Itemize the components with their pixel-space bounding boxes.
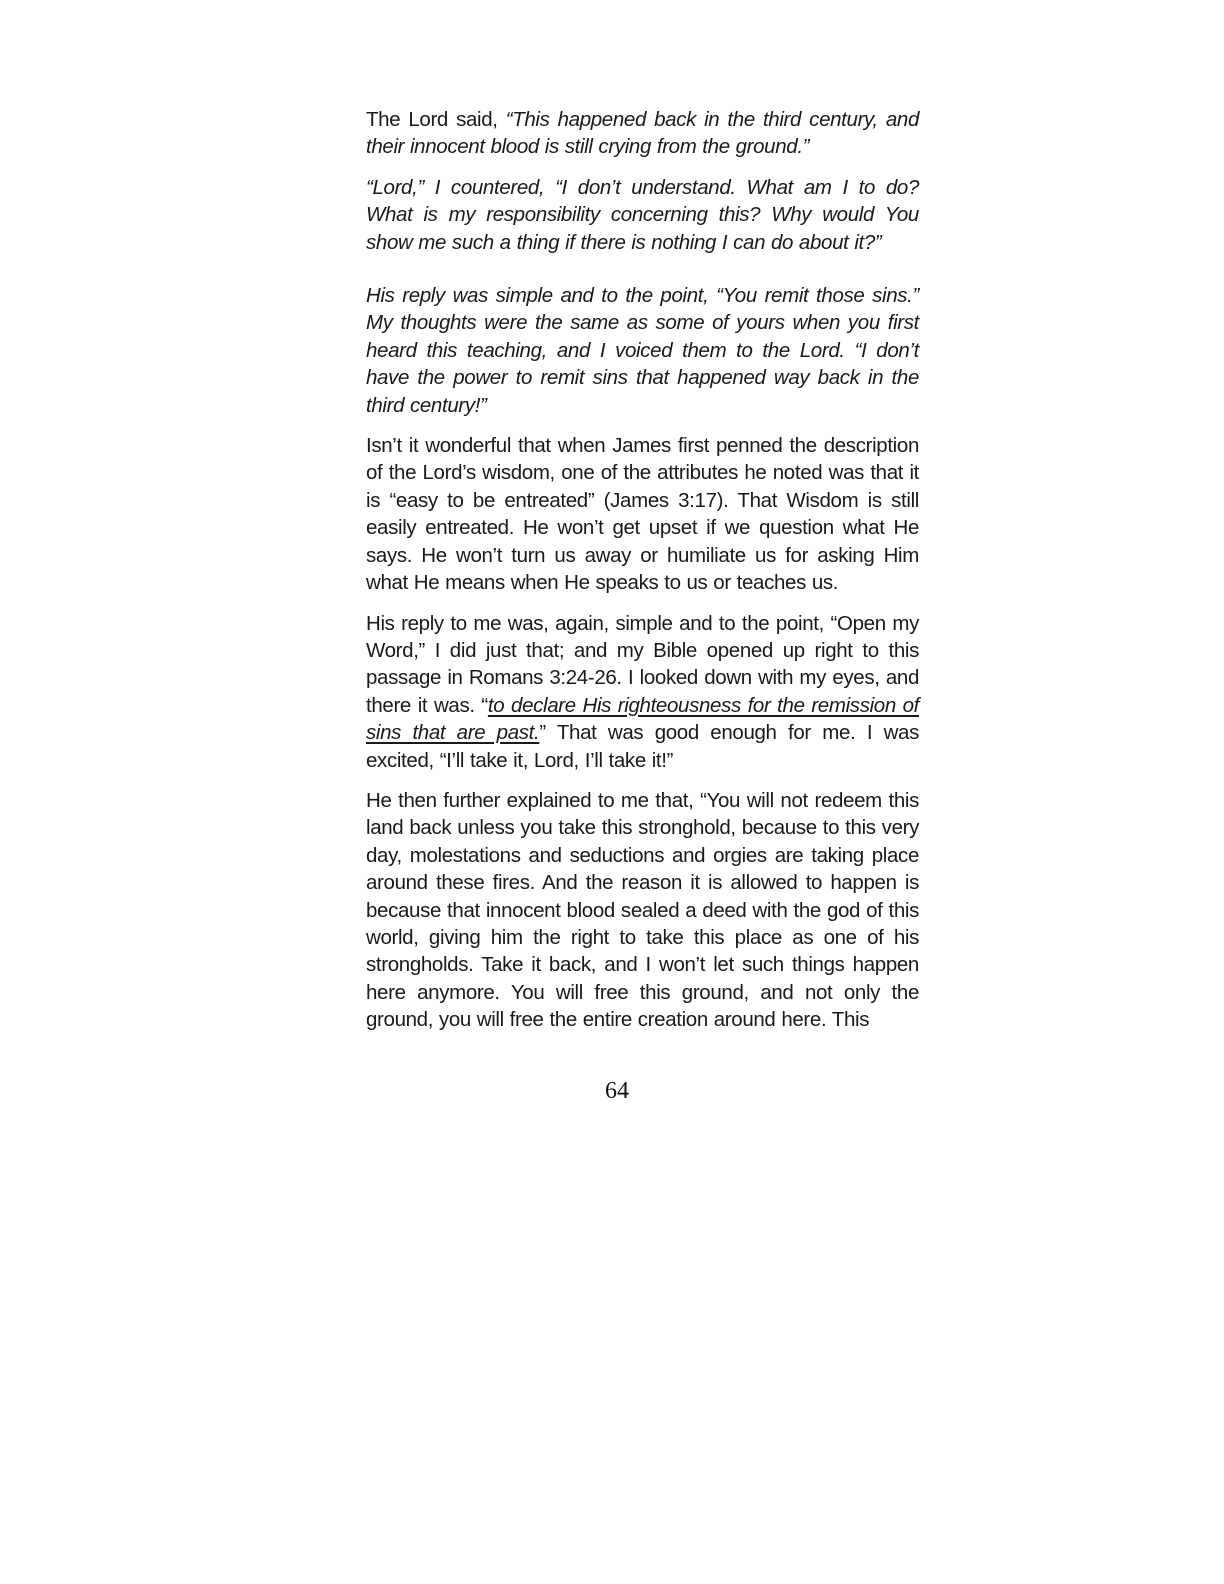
paragraph-6: He then further explained to me that, “You will not redeem this land back unless you take this stronghold, because to this very day, molestations and seductions and orgies are taking place around these fires. And the reason it is allowed to happen is because that innocent blood sealed a deed with the god of this world, giving him the right to take this place as one of his strongholds. Take it back, and I won’t let such things happen here anymore. You will free this ground, and not only the ground, you will free the entire creation around here. This — [366, 788, 919, 1032]
paragraph-5-after: ” That was good enough for me. I was excited, “I’ll take it, Lord, I’ll take it!” — [366, 721, 919, 772]
paragraph-5 — [366, 610, 919, 774]
paragraph-1 — [366, 106, 919, 161]
paragraph-1-lead: The Lord said, — [366, 108, 506, 131]
scripture-emphasis: to declare His righteousness for the remission of sins that are past. — [366, 693, 920, 745]
paragraph-5-before: His reply to me was, again, simple and to the point, “Open my Word,” I did just that; and my Bible opened up right to this passage in Romans 3:24-26. I looked down with my eyes, and there it was. “ — [366, 611, 919, 717]
page-number: 64 — [605, 1078, 629, 1104]
paragraph-3: His reply was simple and to the point, “You remit those sins.” My thoughts were the same as some of yours when you first heard this teaching, and I voiced them to the Lord. “I don’t have the power to remit sins that happened way back in the third century!” — [366, 284, 919, 417]
paragraph-4: Isn’t it wonderful that when James first penned the description of the Lord’s wisdom, one of the attributes he noted was that it is “easy to be entreated” (James 3:17). That Wisdom is still easily entreated. He won’t get upset if we question what He says. He won’t turn us away or humiliate us for asking Him what He means when He speaks to us or teaches us. — [366, 434, 919, 595]
paragraph-2: “Lord,” I countered, “I don’t understand. What am I to do? What is my responsibility concerning this? Why would You show me such a thing if there is nothing I can do about it?” — [366, 175, 919, 254]
page-body — [366, 106, 919, 1034]
paragraph-1-quote: “This happened back in the third century, and their innocent blood is still crying from the ground.” — [366, 108, 920, 159]
